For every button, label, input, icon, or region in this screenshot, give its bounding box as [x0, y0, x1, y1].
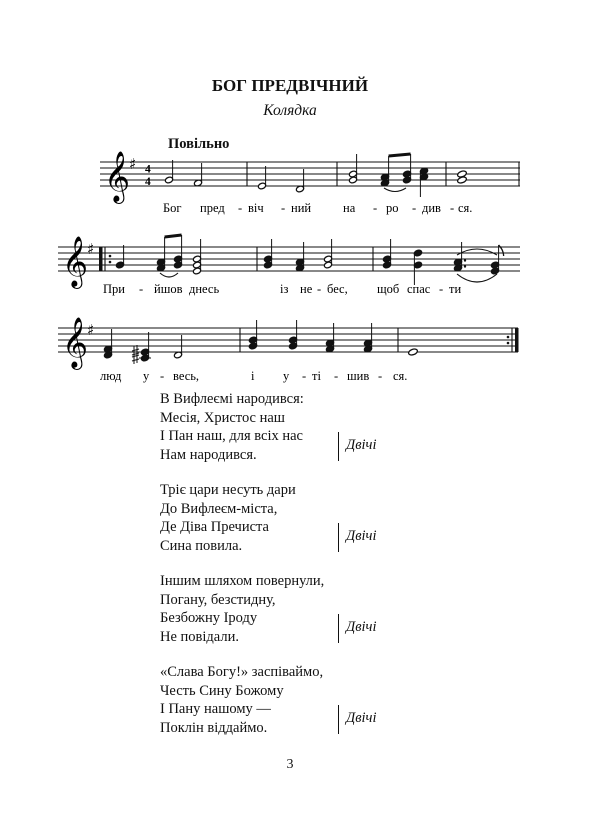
- lyric-syllable: -: [439, 282, 444, 296]
- lyric-syllable: -: [450, 201, 455, 215]
- verse-line: Честь Сину Божому: [160, 682, 284, 699]
- note-head: [408, 348, 418, 356]
- song-subtitle: Колядка: [263, 102, 317, 119]
- lyric-syllable: ті: [312, 369, 321, 383]
- repeat-bracket: [338, 614, 339, 643]
- beam: [165, 235, 182, 237]
- lyric-syllable: пред: [200, 201, 225, 215]
- lyric-syllable: йшов: [154, 282, 183, 296]
- lyric-syllable: -: [281, 201, 286, 215]
- lyric-syllable: щоб: [377, 282, 400, 296]
- lyric-syllable: ся.: [393, 369, 408, 383]
- repeat-bracket: [338, 432, 339, 461]
- song-title: БОГ ПРЕДВІЧНИЙ: [211, 76, 369, 95]
- verse-line: І Пану нашому —: [160, 701, 271, 718]
- time-signature-top: 4: [145, 163, 151, 176]
- lyric-syllable: -: [139, 282, 144, 296]
- lyric-syllable: і: [251, 369, 255, 383]
- lyric-syllable: -: [412, 201, 417, 215]
- repeat-bracket: [338, 523, 339, 552]
- lyric-syllable: спас: [407, 282, 431, 296]
- lyric-syllable: віч: [248, 201, 264, 215]
- augmentation-dot: [464, 259, 466, 261]
- lyric-syllable: -: [302, 369, 307, 383]
- page-number: 3: [286, 757, 294, 772]
- treble-clef-icon: 𝄞: [104, 151, 131, 202]
- repeat-dot: [109, 261, 112, 264]
- verse-line: Де Діва Пречиста: [160, 519, 269, 536]
- time-signature-bottom: 4: [145, 176, 151, 189]
- lyric-syllable: -: [373, 201, 378, 215]
- tie: [457, 274, 497, 282]
- lyric-syllable: бес,: [327, 282, 348, 296]
- tempo-marking: Повільно: [168, 136, 230, 152]
- repeat-twice-label: Двічі: [346, 619, 377, 635]
- verse-1: [160, 390, 460, 470]
- sheet-music: [0, 0, 600, 400]
- lyric-syllable: ся.: [458, 201, 473, 215]
- repeat-twice-label: Двічі: [346, 437, 377, 453]
- lyric-syllable: -: [334, 369, 339, 383]
- key-signature-sharp: ♯: [87, 240, 95, 258]
- lyric-syllable: При: [103, 282, 125, 296]
- repeat-dot: [109, 255, 112, 258]
- verse-line: Погану, безстидну,: [160, 591, 276, 608]
- treble-clef-icon: 𝄞: [62, 236, 89, 287]
- key-signature-sharp: ♯: [129, 155, 137, 173]
- augmentation-dot: [464, 265, 466, 267]
- lyric-syllable: -: [378, 369, 383, 383]
- lyric-syllable: не: [300, 282, 313, 296]
- lyric-syllable: -: [160, 369, 165, 383]
- lyric-syllable: Бог: [163, 201, 182, 215]
- lyric-syllable: весь,: [173, 369, 200, 383]
- verse-line: І Пан наш, для всіх нас: [160, 428, 303, 445]
- verse-line: Сина повила.: [160, 538, 243, 555]
- verse-line: «Слава Богу!» заспіваймо,: [160, 664, 324, 680]
- verse-4: [160, 663, 460, 743]
- verse-line: Тріє цари несуть дари: [160, 482, 296, 498]
- lyric-syllable: ти: [449, 282, 462, 296]
- lyric-syllable: -: [317, 282, 322, 296]
- lyric-syllable: із: [280, 282, 289, 296]
- lyric-syllable: див: [422, 201, 441, 215]
- lyric-syllable: ро: [386, 201, 399, 215]
- treble-clef-icon: 𝄞: [62, 317, 89, 368]
- repeat-dot: [507, 342, 510, 345]
- lyric-syllable: у: [143, 369, 150, 383]
- repeat-bracket: [338, 705, 339, 734]
- repeat-twice-label: Двічі: [346, 528, 377, 544]
- thick-barline: [515, 328, 519, 352]
- verse-line: Іншим шляхом повернули,: [160, 573, 325, 589]
- lyric-syllable: -: [238, 201, 243, 215]
- slur: [457, 249, 497, 255]
- key-signature-sharp: ♯: [87, 321, 95, 339]
- slur: [384, 188, 406, 192]
- lyric-syllable: днесь: [189, 282, 220, 296]
- slur: [160, 273, 178, 277]
- repeat-dot: [507, 336, 510, 339]
- repeat-twice-label: Двічі: [346, 710, 377, 726]
- verse-line: Не повідали.: [160, 629, 239, 646]
- thick-barline: [99, 247, 103, 271]
- verse-line: Нам народився.: [160, 447, 257, 464]
- lyric-syllable: ний: [291, 201, 312, 215]
- lyric-syllable: на: [343, 201, 356, 215]
- verse-line: Безбожну Іроду: [160, 610, 258, 627]
- lyric-syllable: люд: [100, 369, 122, 383]
- verse-line: Месія, Христос наш: [160, 409, 285, 426]
- lyric-syllable: у: [283, 369, 290, 383]
- verse-line: Поклін віддаймо.: [160, 720, 268, 737]
- beam: [389, 154, 411, 156]
- verse-line: В Вифлеємі народився:: [160, 391, 304, 407]
- verse-2: [160, 481, 460, 561]
- verse-3: [160, 572, 460, 652]
- lyric-syllable: шив: [347, 369, 370, 383]
- verse-line: До Вифлеєм-міста,: [160, 500, 278, 517]
